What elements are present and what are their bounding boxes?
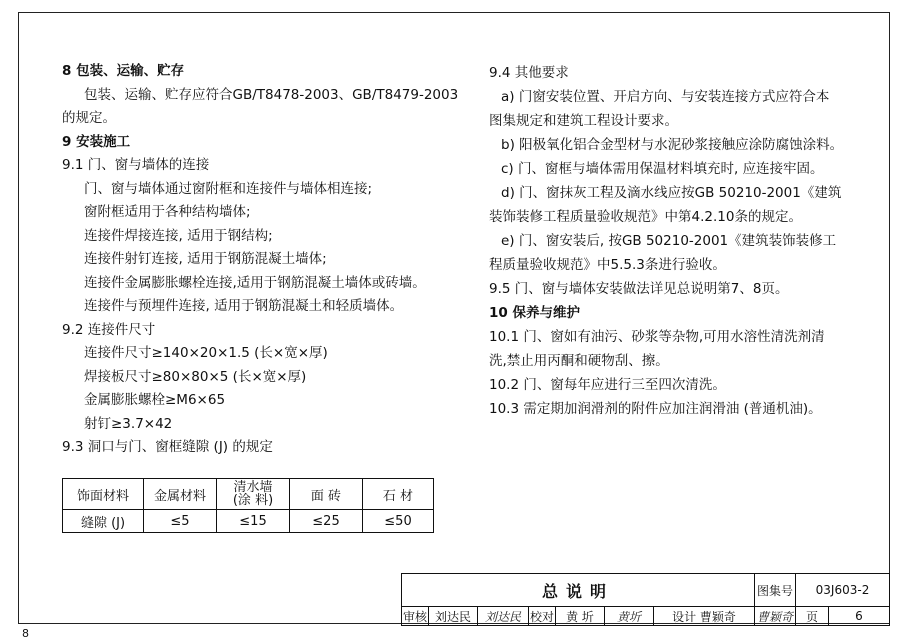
- table-cell: ≤50: [363, 510, 434, 533]
- table-header-cell: [217, 479, 290, 510]
- design-signature: 曹颖奇: [755, 607, 796, 626]
- design-cell: [654, 607, 755, 626]
- section-8-text: 包装、运输、贮存应符合GB/T8478-2003、GB/T8479-2003: [84, 86, 459, 103]
- list-item: 门、窗与墙体通过窗附框和连接件与墙体相连接;: [84, 180, 373, 197]
- text-line: 程质量验收规范》中5.5.3条进行验收。: [489, 257, 726, 273]
- list-item: 窗附框适用于各种结构墙体;: [84, 204, 251, 220]
- table-header-cell: 金属材料: [144, 479, 217, 510]
- list-item: 连接件尺寸≥140×20×1.5 (长×宽×厚): [84, 345, 328, 361]
- list-item: 射钉≥3.7×42: [84, 415, 173, 432]
- section-9-3-title: 9.3 洞口与门、窗框缝隙 (J) 的规定: [62, 439, 273, 455]
- section-10-title: 10 保养与维护: [489, 305, 580, 321]
- section-10-3: 10.3 需定期加润滑剂的附件应加注润滑油 (普通机油)。: [489, 401, 822, 417]
- table-cell: ≤15: [217, 510, 290, 533]
- page-label: 页: [796, 607, 829, 626]
- text-line: 图集规定和建筑工程设计要求。: [489, 113, 678, 129]
- list-item: 连接件焊接连接, 适用于钢结构;: [84, 227, 273, 244]
- list-item: 连接件与预埋件连接, 适用于钢筋混凝土和轻质墙体。: [84, 298, 404, 314]
- table-cell: 缝隙 (J): [63, 510, 144, 533]
- section-9-1-title: 9.1 门、窗与墙体的连接: [62, 157, 210, 173]
- section-9-2-title: 9.2 连接件尺寸: [62, 321, 156, 338]
- page-number: 6: [829, 607, 890, 626]
- title-block: [401, 573, 890, 626]
- text-line: 装饰装修工程质量验收规范》中第4.2.10条的规定。: [489, 209, 802, 225]
- check-signature: 黄圻: [605, 607, 654, 626]
- signature-row: [402, 607, 890, 626]
- list-item: 焊接板尺寸≥80×80×5 (长×宽×厚): [84, 368, 307, 385]
- drawing-title: 总说明: [402, 574, 755, 607]
- text-line: c) 门、窗框与墙体需用保温材料填充时, 应连接牢固。: [501, 161, 824, 177]
- section-9-4-title: 9.4 其他要求: [489, 65, 569, 81]
- table-header-line: 清水墙: [233, 480, 273, 495]
- table-row: [63, 510, 434, 533]
- check-name: 黄 圻: [556, 607, 605, 626]
- section-9-title: 9 安装施工: [62, 133, 131, 150]
- design-label: 设计: [672, 609, 697, 624]
- table-header-cell: 石 材: [363, 479, 434, 510]
- check-label: 校对: [529, 607, 556, 626]
- review-label: 审核: [402, 607, 429, 626]
- review-name: 刘达民: [429, 607, 478, 626]
- text-line: a) 门窗安装位置、开启方向、与安装连接方式应符合本: [501, 89, 830, 105]
- table-cell: ≤5: [144, 510, 217, 533]
- text-line: e) 门、窗安装后, 按GB 50210-2001《建筑装饰装修工: [501, 233, 837, 249]
- left-column: [62, 60, 462, 460]
- right-column: [489, 61, 879, 421]
- list-item: 连接件金属膨胀螺栓连接,适用于钢筋混凝土墙体或砖墙。: [84, 274, 426, 291]
- atlas-number: 03J603-2: [796, 574, 890, 607]
- section-9-5: 9.5 门、窗与墙体安装做法详见总说明第7、8页。: [489, 281, 789, 297]
- section-8-text-cont: 的规定。: [62, 110, 116, 126]
- review-signature: 刘达民: [478, 607, 529, 626]
- title-row: [402, 574, 890, 607]
- section-10-1: 10.1 门、窗如有油污、砂浆等杂物,可用水溶性清洗剂清: [489, 329, 825, 345]
- table-header-line: (涂 料): [232, 493, 274, 508]
- section-8-title: 8 包装、运输、贮存: [62, 63, 185, 79]
- text-line: d) 门、窗抹灰工程及滴水线应按GB 50210-2001《建筑: [501, 185, 842, 201]
- list-item: 金属膨胀螺栓≥M6×65: [84, 392, 226, 408]
- design-name: 曹颖奇: [699, 609, 736, 624]
- table-header-cell: 面 砖: [290, 479, 363, 510]
- section-10-2: 10.2 门、窗每年应进行三至四次清洗。: [489, 377, 726, 393]
- list-item: 连接件射钉连接, 适用于钢筋混凝土墙体;: [84, 251, 327, 267]
- corner-page-mark: 8: [22, 627, 29, 640]
- gap-table: [62, 478, 434, 533]
- text-line: b) 阳极氧化铝合金型材与水泥砂浆接触应涂防腐蚀涂料。: [501, 137, 844, 153]
- section-10-1-cont: 洗,禁止用丙酮和硬物刮、擦。: [489, 353, 669, 369]
- table-cell: ≤25: [290, 510, 363, 533]
- table-header-cell: 饰面材料: [63, 479, 144, 510]
- atlas-label: 图集号: [755, 574, 796, 607]
- table-row: [63, 479, 434, 510]
